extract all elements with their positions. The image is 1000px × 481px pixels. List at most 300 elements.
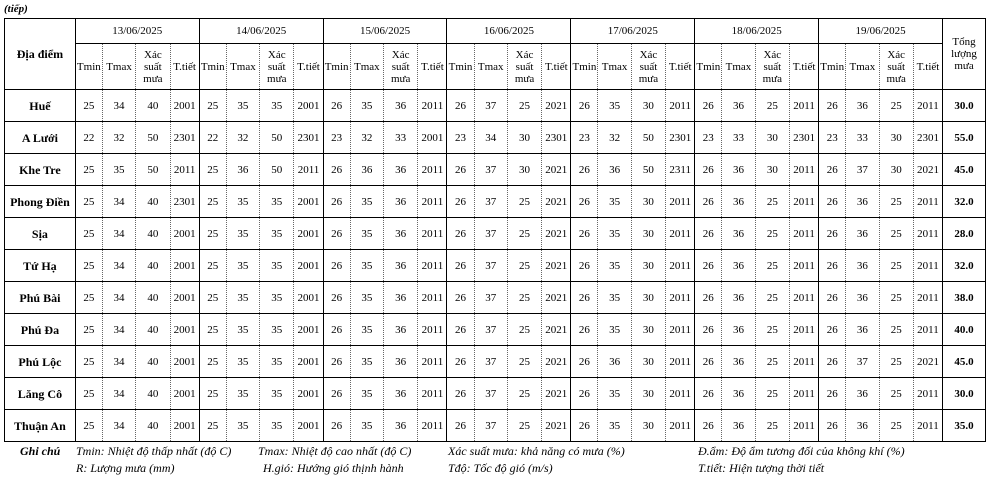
cell-tmax: 36 — [846, 186, 879, 218]
location-name: Lăng Cô — [5, 378, 76, 410]
cell-weather: 2021 — [542, 154, 571, 186]
cell-rain-prob: 25 — [755, 282, 789, 314]
cell-weather: 2011 — [666, 250, 695, 282]
cell-tmin: 23 — [819, 122, 846, 154]
cell-tmax: 36 — [722, 90, 755, 122]
cell-tmax: 36 — [722, 378, 755, 410]
total-rain: 35.0 — [943, 410, 986, 442]
cell-rain-prob: 36 — [383, 218, 417, 250]
cell-tmin: 25 — [199, 346, 226, 378]
cell-tmin: 26 — [819, 90, 846, 122]
cell-tmax: 35 — [350, 186, 383, 218]
cell-rain-prob: 40 — [136, 410, 170, 442]
cell-tmin: 25 — [199, 186, 226, 218]
cell-rain-prob: 25 — [507, 250, 541, 282]
cell-rain-prob: 50 — [260, 122, 294, 154]
cell-tmax: 33 — [846, 122, 879, 154]
cell-tmax: 35 — [350, 314, 383, 346]
cell-tmax: 35 — [226, 410, 259, 442]
cell-tmax: 33 — [722, 122, 755, 154]
cell-rain-prob: 30 — [631, 410, 665, 442]
cell-weather: 2021 — [542, 282, 571, 314]
cell-tmax: 34 — [102, 314, 135, 346]
cell-rain-prob: 25 — [507, 378, 541, 410]
cell-rain-prob: 25 — [755, 250, 789, 282]
cell-tmax: 32 — [350, 122, 383, 154]
cell-weather: 2021 — [542, 378, 571, 410]
date-header: 14/06/2025 — [199, 19, 323, 44]
cell-weather: 2301 — [294, 122, 323, 154]
cell-tmax: 35 — [350, 378, 383, 410]
sub-header-weather: T.tiết — [294, 44, 323, 90]
cell-rain-prob: 50 — [136, 122, 170, 154]
cell-tmin: 26 — [323, 378, 350, 410]
cell-tmin: 26 — [819, 314, 846, 346]
cell-rain-prob: 35 — [260, 378, 294, 410]
cell-tmin: 26 — [323, 410, 350, 442]
cell-tmin: 25 — [75, 154, 102, 186]
table-row — [5, 378, 986, 410]
cell-tmax: 36 — [722, 314, 755, 346]
cell-tmin: 26 — [323, 186, 350, 218]
cell-weather: 2001 — [170, 346, 199, 378]
cell-tmin: 26 — [571, 90, 598, 122]
sub-header-tmax: Tmax — [722, 44, 755, 90]
cell-tmax: 35 — [226, 378, 259, 410]
cell-rain-prob: 50 — [136, 154, 170, 186]
date-header: 18/06/2025 — [695, 19, 819, 44]
sub-header-weather: T.tiết — [666, 44, 695, 90]
cell-weather: 2011 — [790, 250, 819, 282]
total-rain: 55.0 — [943, 122, 986, 154]
cell-rain-prob: 25 — [879, 314, 913, 346]
cell-tmin: 25 — [75, 250, 102, 282]
cell-rain-prob: 25 — [755, 346, 789, 378]
cell-rain-prob: 30 — [631, 378, 665, 410]
cell-weather: 2011 — [666, 186, 695, 218]
cell-rain-prob: 25 — [507, 410, 541, 442]
cell-weather: 2011 — [913, 250, 942, 282]
cell-tmax: 35 — [350, 410, 383, 442]
sub-header-tmax: Tmax — [226, 44, 259, 90]
cell-rain-prob: 25 — [879, 282, 913, 314]
cell-rain-prob: 30 — [755, 154, 789, 186]
cell-weather: 2021 — [542, 346, 571, 378]
cell-weather: 2011 — [913, 410, 942, 442]
cell-tmin: 26 — [323, 250, 350, 282]
cell-tmin: 26 — [323, 154, 350, 186]
cell-weather: 2011 — [418, 314, 447, 346]
sub-header-tmin: Tmin — [571, 44, 598, 90]
cell-tmin: 26 — [819, 154, 846, 186]
cell-rain-prob: 25 — [507, 314, 541, 346]
cell-tmin: 26 — [323, 282, 350, 314]
cell-tmax: 35 — [226, 282, 259, 314]
cell-weather: 2011 — [790, 186, 819, 218]
cell-tmax: 36 — [722, 186, 755, 218]
cell-tmin: 26 — [447, 410, 474, 442]
cell-tmin: 26 — [323, 314, 350, 346]
cell-weather: 2011 — [418, 154, 447, 186]
cell-tmin: 25 — [199, 218, 226, 250]
cell-tmin: 26 — [819, 186, 846, 218]
cell-tmax: 35 — [350, 250, 383, 282]
cell-tmax: 37 — [474, 186, 507, 218]
cell-tmax: 36 — [722, 154, 755, 186]
cell-weather: 2011 — [418, 410, 447, 442]
cell-tmin: 26 — [695, 410, 722, 442]
cell-tmin: 26 — [447, 154, 474, 186]
cell-tmax: 37 — [474, 154, 507, 186]
cell-tmin: 23 — [323, 122, 350, 154]
cell-rain-prob: 30 — [631, 346, 665, 378]
table-row — [5, 90, 986, 122]
cell-weather: 2001 — [170, 90, 199, 122]
cell-tmax: 34 — [102, 346, 135, 378]
sub-header-rain-prob: Xác suất mưa — [879, 44, 913, 90]
cell-tmax: 36 — [598, 154, 631, 186]
date-header: 13/06/2025 — [75, 19, 199, 44]
cell-rain-prob: 30 — [631, 218, 665, 250]
cell-tmax: 35 — [226, 90, 259, 122]
cell-weather: 2011 — [666, 314, 695, 346]
location-name: Phú Bài — [5, 282, 76, 314]
cell-rain-prob: 25 — [879, 410, 913, 442]
cell-tmax: 36 — [350, 154, 383, 186]
cell-weather: 2011 — [666, 218, 695, 250]
cell-rain-prob: 40 — [136, 378, 170, 410]
date-header: 16/06/2025 — [447, 19, 571, 44]
cell-rain-prob: 40 — [136, 250, 170, 282]
cell-weather: 2001 — [294, 314, 323, 346]
cell-weather: 2011 — [418, 90, 447, 122]
cell-tmin: 26 — [571, 378, 598, 410]
cell-rain-prob: 35 — [260, 282, 294, 314]
legend-wind-speed: Tđộ: Tốc độ gió (m/s) — [448, 461, 553, 475]
location-name: Sịa — [5, 218, 76, 250]
cell-rain-prob: 35 — [260, 218, 294, 250]
sub-header-tmax: Tmax — [846, 44, 879, 90]
cell-rain-prob: 35 — [260, 250, 294, 282]
sub-header-tmin: Tmin — [819, 44, 846, 90]
location-name: Phong Điền — [5, 186, 76, 218]
cell-rain-prob: 40 — [136, 90, 170, 122]
cell-weather: 2011 — [418, 346, 447, 378]
cell-weather: 2021 — [542, 186, 571, 218]
cell-tmin: 26 — [819, 218, 846, 250]
sub-header-row — [5, 44, 986, 90]
sub-header-tmin: Tmin — [323, 44, 350, 90]
cell-weather: 2301 — [542, 122, 571, 154]
cell-weather: 2011 — [666, 410, 695, 442]
cell-tmin: 26 — [695, 186, 722, 218]
cell-tmax: 36 — [846, 250, 879, 282]
total-rain: 45.0 — [943, 154, 986, 186]
cell-tmin: 25 — [199, 314, 226, 346]
cell-tmax: 34 — [102, 378, 135, 410]
cell-weather: 2301 — [790, 122, 819, 154]
cell-rain-prob: 25 — [879, 250, 913, 282]
cell-tmin: 26 — [447, 314, 474, 346]
cell-tmin: 26 — [323, 346, 350, 378]
sub-header-rain-prob: Xác suất mưa — [631, 44, 665, 90]
cell-weather: 2311 — [666, 154, 695, 186]
cell-rain-prob: 30 — [631, 314, 665, 346]
cell-weather: 2021 — [913, 346, 942, 378]
cell-weather: 2021 — [542, 90, 571, 122]
cell-tmin: 25 — [75, 90, 102, 122]
cell-rain-prob: 25 — [507, 346, 541, 378]
legend-label: Ghi chú — [20, 444, 61, 458]
cell-tmin: 25 — [75, 186, 102, 218]
cell-weather: 2011 — [418, 378, 447, 410]
cell-weather: 2011 — [913, 186, 942, 218]
cell-tmin: 26 — [447, 218, 474, 250]
cell-tmax: 37 — [474, 282, 507, 314]
cell-tmin: 26 — [571, 218, 598, 250]
cell-tmax: 36 — [722, 346, 755, 378]
forecast-body — [5, 90, 986, 442]
cell-rain-prob: 30 — [879, 122, 913, 154]
cell-tmin: 25 — [75, 378, 102, 410]
cell-rain-prob: 25 — [507, 218, 541, 250]
continuation-label: (tiếp) — [4, 3, 28, 15]
cell-tmin: 26 — [695, 346, 722, 378]
cell-rain-prob: 30 — [507, 122, 541, 154]
cell-weather: 2011 — [790, 410, 819, 442]
cell-weather: 2021 — [542, 250, 571, 282]
cell-tmax: 37 — [474, 314, 507, 346]
legend-wind-direction: H.gió: Hướng gió thịnh hành — [263, 461, 404, 475]
cell-rain-prob: 40 — [136, 186, 170, 218]
cell-tmin: 26 — [695, 90, 722, 122]
cell-tmin: 26 — [447, 378, 474, 410]
cell-weather: 2001 — [294, 186, 323, 218]
cell-tmax: 35 — [598, 378, 631, 410]
cell-tmin: 26 — [571, 154, 598, 186]
cell-tmin: 26 — [447, 282, 474, 314]
cell-tmax: 36 — [598, 346, 631, 378]
cell-rain-prob: 25 — [755, 90, 789, 122]
cell-tmax: 32 — [598, 122, 631, 154]
date-header: 15/06/2025 — [323, 19, 447, 44]
cell-tmin: 25 — [199, 154, 226, 186]
cell-tmin: 22 — [199, 122, 226, 154]
cell-tmax: 37 — [474, 346, 507, 378]
cell-rain-prob: 50 — [631, 122, 665, 154]
cell-tmax: 34 — [102, 218, 135, 250]
table-row — [5, 282, 986, 314]
cell-weather: 2021 — [913, 154, 942, 186]
sub-header-tmin: Tmin — [447, 44, 474, 90]
cell-tmin: 25 — [199, 90, 226, 122]
sub-header-tmin: Tmin — [695, 44, 722, 90]
cell-tmin: 26 — [819, 346, 846, 378]
cell-tmin: 26 — [447, 346, 474, 378]
cell-rain-prob: 36 — [383, 250, 417, 282]
cell-rain-prob: 36 — [383, 282, 417, 314]
cell-tmax: 37 — [474, 410, 507, 442]
cell-rain-prob: 25 — [755, 410, 789, 442]
cell-weather: 2011 — [418, 218, 447, 250]
cell-tmin: 25 — [199, 410, 226, 442]
cell-weather: 2301 — [170, 122, 199, 154]
total-rain: 28.0 — [943, 218, 986, 250]
sub-header-rain-prob: Xác suất mưa — [383, 44, 417, 90]
sub-header-rain-prob: Xác suất mưa — [755, 44, 789, 90]
cell-tmin: 26 — [571, 410, 598, 442]
cell-weather: 2011 — [913, 282, 942, 314]
cell-weather: 2011 — [666, 346, 695, 378]
cell-weather: 2001 — [418, 122, 447, 154]
cell-tmax: 35 — [102, 154, 135, 186]
cell-weather: 2301 — [666, 122, 695, 154]
cell-tmax: 35 — [598, 314, 631, 346]
cell-rain-prob: 25 — [879, 186, 913, 218]
sub-header-weather: T.tiết — [913, 44, 942, 90]
cell-rain-prob: 40 — [136, 346, 170, 378]
cell-tmax: 35 — [226, 314, 259, 346]
cell-tmax: 34 — [474, 122, 507, 154]
cell-rain-prob: 30 — [631, 250, 665, 282]
cell-rain-prob: 36 — [383, 154, 417, 186]
cell-tmin: 26 — [819, 250, 846, 282]
cell-rain-prob: 36 — [383, 346, 417, 378]
cell-tmin: 26 — [323, 218, 350, 250]
cell-weather: 2011 — [790, 154, 819, 186]
cell-rain-prob: 30 — [879, 154, 913, 186]
cell-tmax: 35 — [226, 250, 259, 282]
cell-tmin: 26 — [447, 90, 474, 122]
cell-tmax: 32 — [102, 122, 135, 154]
date-header: 17/06/2025 — [571, 19, 695, 44]
legend-tmin: Tmin: Nhiệt độ thấp nhất (độ C) — [76, 444, 232, 458]
cell-tmax: 35 — [598, 250, 631, 282]
cell-weather: 2011 — [913, 314, 942, 346]
cell-weather: 2011 — [913, 378, 942, 410]
cell-rain-prob: 25 — [879, 346, 913, 378]
legend-tmax: Tmax: Nhiệt độ cao nhất (độ C) — [258, 444, 412, 458]
table-row — [5, 250, 986, 282]
table-row — [5, 218, 986, 250]
cell-tmax: 37 — [474, 378, 507, 410]
sub-header-tmax: Tmax — [598, 44, 631, 90]
cell-tmax: 36 — [722, 410, 755, 442]
cell-rain-prob: 30 — [631, 90, 665, 122]
location-name: Phú Lộc — [5, 346, 76, 378]
cell-tmin: 26 — [819, 282, 846, 314]
cell-weather: 2001 — [170, 378, 199, 410]
cell-weather: 2001 — [294, 378, 323, 410]
date-header-row — [5, 19, 986, 44]
cell-tmin: 25 — [199, 378, 226, 410]
location-name: Khe Tre — [5, 154, 76, 186]
cell-weather: 2301 — [913, 122, 942, 154]
cell-tmax: 35 — [598, 186, 631, 218]
cell-weather: 2001 — [294, 250, 323, 282]
cell-tmax: 36 — [226, 154, 259, 186]
cell-weather: 2011 — [666, 90, 695, 122]
cell-tmax: 36 — [722, 218, 755, 250]
cell-weather: 2011 — [294, 154, 323, 186]
total-rain-header: Tổng lượng mưa — [943, 19, 986, 90]
cell-tmax: 36 — [722, 250, 755, 282]
cell-rain-prob: 36 — [383, 378, 417, 410]
forecast-table — [4, 18, 986, 442]
total-rain: 30.0 — [943, 90, 986, 122]
cell-tmax: 35 — [226, 346, 259, 378]
cell-tmin: 26 — [695, 282, 722, 314]
cell-weather: 2011 — [790, 218, 819, 250]
cell-tmax: 34 — [102, 282, 135, 314]
cell-weather: 2001 — [294, 282, 323, 314]
total-rain: 38.0 — [943, 282, 986, 314]
cell-rain-prob: 25 — [507, 186, 541, 218]
cell-tmin: 22 — [75, 122, 102, 154]
sub-header-weather: T.tiết — [170, 44, 199, 90]
cell-tmin: 26 — [695, 154, 722, 186]
cell-tmax: 37 — [474, 90, 507, 122]
cell-weather: 2011 — [666, 378, 695, 410]
legend-rain-probability: Xác suất mưa: khả năng có mưa (%) — [448, 444, 625, 458]
table-row — [5, 122, 986, 154]
cell-tmax: 36 — [846, 378, 879, 410]
cell-tmax: 35 — [598, 410, 631, 442]
cell-tmax: 35 — [598, 90, 631, 122]
legend-humidity: Đ.ẩm: Độ ẩm tương đối của không khí (%) — [698, 444, 905, 458]
table-row — [5, 410, 986, 442]
cell-tmin: 26 — [447, 250, 474, 282]
cell-tmin: 25 — [199, 250, 226, 282]
cell-weather: 2011 — [790, 282, 819, 314]
cell-weather: 2001 — [170, 218, 199, 250]
cell-rain-prob: 25 — [879, 90, 913, 122]
cell-weather: 2011 — [418, 250, 447, 282]
total-rain: 45.0 — [943, 346, 986, 378]
table-row — [5, 154, 986, 186]
location-name: Thuận An — [5, 410, 76, 442]
cell-tmax: 35 — [350, 282, 383, 314]
cell-rain-prob: 36 — [383, 314, 417, 346]
sub-header-rain-prob: Xác suất mưa — [136, 44, 170, 90]
cell-weather: 2021 — [542, 314, 571, 346]
cell-rain-prob: 25 — [755, 218, 789, 250]
cell-weather: 2011 — [913, 90, 942, 122]
cell-tmax: 36 — [722, 282, 755, 314]
cell-tmin: 25 — [75, 218, 102, 250]
cell-weather: 2001 — [294, 346, 323, 378]
cell-tmax: 36 — [846, 314, 879, 346]
cell-weather: 2011 — [666, 282, 695, 314]
table-row — [5, 346, 986, 378]
sub-header-rain-prob: Xác suất mưa — [507, 44, 541, 90]
cell-rain-prob: 35 — [260, 90, 294, 122]
cell-weather: 2001 — [170, 410, 199, 442]
cell-tmin: 23 — [447, 122, 474, 154]
cell-tmax: 34 — [102, 410, 135, 442]
cell-rain-prob: 35 — [260, 410, 294, 442]
cell-tmax: 35 — [350, 346, 383, 378]
cell-weather: 2021 — [542, 410, 571, 442]
cell-tmax: 37 — [474, 250, 507, 282]
location-name: Tứ Hạ — [5, 250, 76, 282]
cell-tmin: 26 — [819, 378, 846, 410]
cell-tmin: 23 — [695, 122, 722, 154]
cell-rain-prob: 35 — [260, 186, 294, 218]
sub-header-tmax: Tmax — [474, 44, 507, 90]
legend-rainfall: R: Lượng mưa (mm) — [76, 461, 175, 475]
total-rain: 32.0 — [943, 250, 986, 282]
